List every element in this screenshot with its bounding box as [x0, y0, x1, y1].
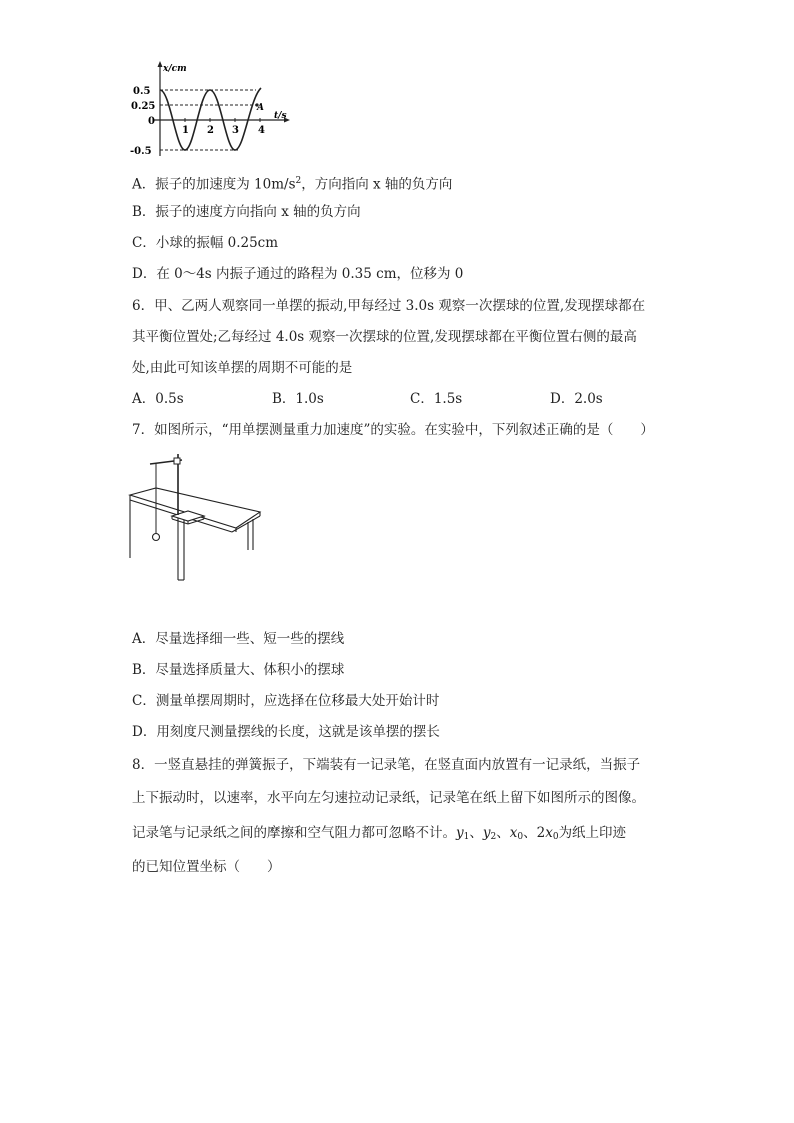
q7-option-c[interactable]: C．测量单摆周期时，应选择在位移最大处开始计时	[132, 693, 440, 709]
x-tick-2: 2	[207, 125, 214, 136]
y-tick-0.5: 0.5	[133, 86, 151, 97]
q6-option-b[interactable]: B．1.0s	[272, 391, 324, 407]
q5-option-b[interactable]: B．振子的速度方向指向 x 轴的负方向	[132, 204, 361, 220]
q7-option-b[interactable]: B．尽量选择质量大、体积小的摆球	[132, 662, 345, 678]
y-axis-arrow	[158, 61, 163, 67]
q6-stem-line-2: 其平衡位置处;乙每经过 4.0s 观察一次摆球的位置,发现摆球都在平衡位置右侧的最高	[132, 329, 637, 345]
q8-stem-line-1: 8．一竖直悬挂的弹簧振子，下端装有一记录笔，在竖直面内放置有一记录纸，当振子	[132, 757, 641, 773]
q8-stem-line-3: 记录笔与记录纸之间的摩擦和空气阻力都可忽略不计。$y_1$、$y_2$、$x_0$、$2x_0$为纸上印迹	[132, 825, 627, 842]
y-axis-label: x/cm	[163, 64, 187, 74]
q5-option-c[interactable]: C．小球的振幅 0.25cm	[132, 235, 279, 251]
q5-option-d[interactable]: D．在 0～4s 内振子通过的路程为 0.35 cm，位移为 0	[132, 266, 464, 282]
q7-stem: 7．如图所示，“用单摆测量重力加速度”的实验。在实验中，下列叙述正确的是（ ）	[132, 422, 654, 438]
q7-option-d[interactable]: D．用刻度尺测量摆线的长度，这就是该单摆的摆长	[132, 724, 440, 740]
q5-option-a[interactable]: A．振子的加速度为 $10m/s^2$，方向指向 x 轴的负方向	[132, 176, 453, 193]
q6-option-c[interactable]: C．1.5s	[410, 391, 463, 407]
q8-stem-line-4: 的已知位置坐标（ ）	[132, 859, 281, 875]
x-tick-4: 4	[258, 125, 265, 136]
y-tick-0: 0	[148, 116, 155, 127]
y-tick-neg0.5: -0.5	[130, 146, 152, 157]
q8-stem-line-2: 上下振动时，以速率，水平向左匀速拉动记录纸，记录笔在纸上留下如图所示的图像。	[132, 790, 645, 806]
x-tick-1: 1	[182, 125, 189, 136]
pendulum-bob	[153, 534, 160, 541]
oscillation-graph	[128, 58, 298, 158]
q6-option-a[interactable]: A．0.5s	[132, 391, 184, 407]
q7-option-a[interactable]: A．尽量选择细一些、短一些的摆线	[132, 631, 345, 647]
y-tick-0.25: 0.25	[131, 101, 156, 112]
x-tick-3: 3	[232, 125, 239, 136]
pendulum-apparatus-figure	[128, 450, 268, 585]
x-axis-label: t/s	[274, 111, 287, 121]
q6-stem-line-3: 处,由此可知该单摆的周期不可能的是	[132, 360, 353, 376]
q6-stem-line-1: 6．甲、乙两人观察同一单摆的振动,甲每经过 3.0s 观察一次摆球的位置,发现摆球都在	[132, 298, 646, 314]
q6-option-d[interactable]: D．2.0s	[550, 391, 603, 407]
point-a-label: A	[257, 103, 264, 113]
